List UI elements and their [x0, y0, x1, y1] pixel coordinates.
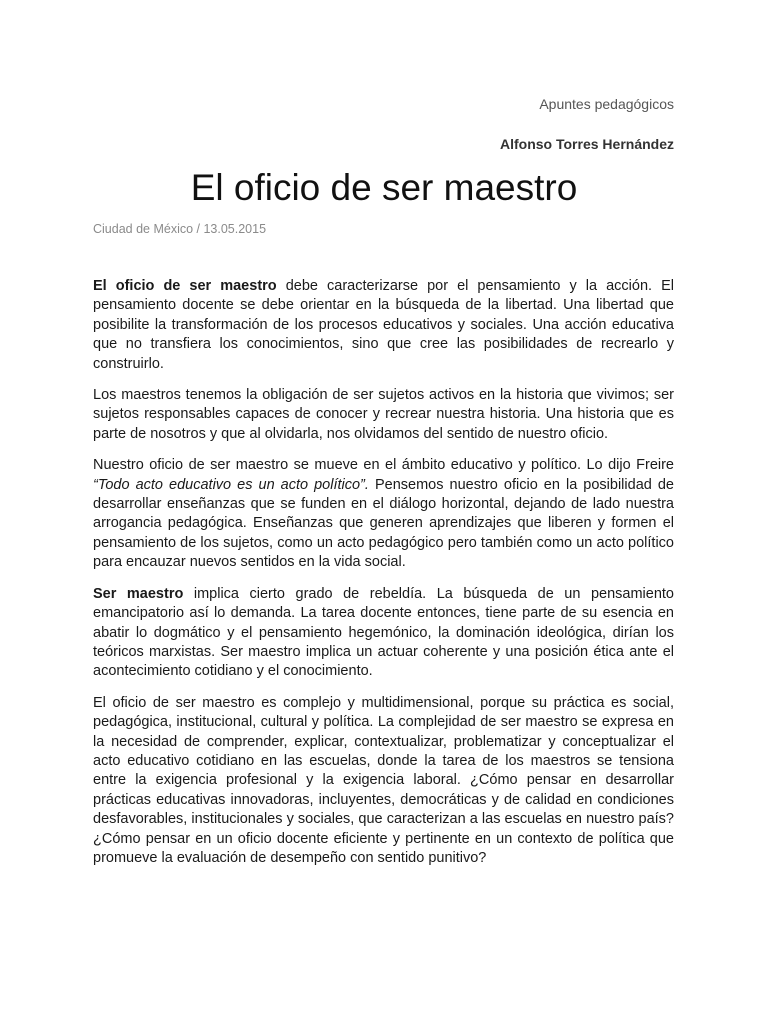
freire-quote: “Todo acto educativo es un acto político”. — [93, 476, 369, 493]
paragraph-4-text: implica cierto grado de rebeldía. La búsqueda de un pensamiento emancipatorio así lo demanda. La tarea docente entonces, tiene parte de su esencia en abatir lo dogmático y el pensamiento hegemónico, la dominación ideológica, dirían los teóricos marxistas. Ser maestro implica un actuar coherente y una posición ética ante el acontecimiento cotidiano y el conocimiento. — [93, 585, 674, 680]
paragraph-2: Los maestros tenemos la obligación de ser sujetos activos en la historia que vivimos; ser sujetos responsables capaces de conocer y recrear nuestra historia. Una historia que es parte de nosotros y que al olvidarla, nos olvidamos del sentido de nuestro oficio. — [93, 387, 674, 442]
paragraph-4 — [93, 585, 674, 682]
page-title: El oficio de ser maestro — [190, 167, 578, 208]
paragraph-1-lead: El oficio de ser maestro — [93, 278, 277, 294]
paragraph-3 — [93, 456, 674, 572]
paragraph-1 — [93, 277, 674, 374]
author-name: Alfonso Torres Hernández — [500, 136, 674, 152]
paragraph-3-text-after: Pensemos nuestro oficio en la posibilidad de desarrollar enseñanzas que se funden en el diálogo horizontal, dejando de lado nuestra arrogancia pedagógica. Enseñanzas que generen aprendizajes que liberen y formen el pensamiento de los sujetos, como un acto pedagógico pero también como un acto político para encauzar nuevos sentidos en la vida social. — [93, 476, 674, 571]
article-body — [93, 277, 674, 880]
paragraph-5: El oficio de ser maestro es complejo y multidimensional, porque su práctica es social, pedagógica, institucional, cultural y política. La complejidad de ser maestro se expresa en la necesidad de comprender, explicar, contextualizar, problematizar y conceptualizar el acto educativo cotidiano en las escuelas, donde la tarea de los maestros se tensiona entre la exigencia profesional y la exigencia laboral. ¿Cómo pensar en desarrollar prácticas educativas innovadoras, incluyentes, democráticas y de calidad en condiciones desfavorables, institucionales y sociales, que caracterizan a las escuelas en nuestro país? ¿Cómo pensar en un oficio docente eficiente y pertinente en un contexto de política que promueve la evaluación de desempeño con sentido punitivo? — [93, 694, 674, 866]
series-label: Apuntes pedagógicos — [539, 96, 674, 112]
paragraph-3-text-before: Nuestro oficio de ser maestro se mueve en el ámbito educativo y político. Lo dijo Freire — [93, 457, 674, 474]
paragraph-1-text: debe caracterizarse por el pensamiento y la acción. El pensamiento docente se debe orientar en la búsqueda de la libertad. Una libertad que posibilite la transformación de los procesos educativos y sociales. Una acción educativa que no transfiera los conocimientos, sino que cree las posibilidades de recrearlo y construirlo. — [93, 278, 674, 372]
paragraph-4-lead: Ser maestro — [93, 585, 184, 602]
dateline: Ciudad de México / 13.05.2015 — [93, 222, 267, 236]
